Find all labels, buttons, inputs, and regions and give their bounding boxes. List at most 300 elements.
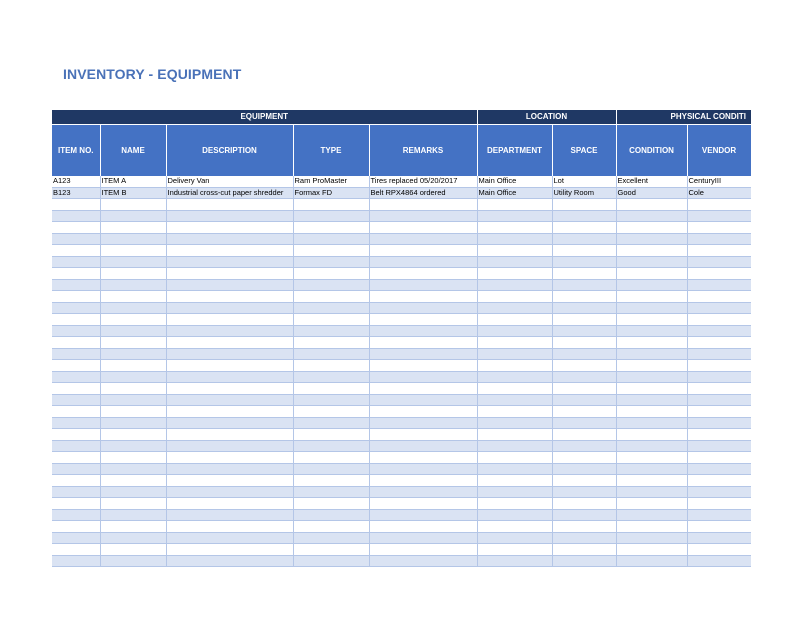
table-cell[interactable]: Cole [687, 187, 751, 199]
empty-row[interactable] [52, 371, 751, 383]
table-cell[interactable] [552, 509, 616, 521]
table-cell[interactable] [616, 406, 687, 418]
table-cell[interactable] [477, 314, 552, 326]
table-cell[interactable] [477, 222, 552, 234]
table-cell[interactable] [100, 532, 166, 544]
table-cell[interactable] [293, 256, 369, 268]
table-cell[interactable] [477, 544, 552, 556]
table-cell[interactable] [369, 233, 477, 245]
table-cell[interactable] [477, 348, 552, 360]
empty-row[interactable] [52, 486, 751, 498]
table-cell[interactable] [369, 383, 477, 395]
table-cell[interactable] [552, 521, 616, 533]
table-cell[interactable] [369, 210, 477, 222]
table-cell[interactable] [293, 245, 369, 257]
table-cell[interactable] [552, 199, 616, 211]
table-cell[interactable] [52, 555, 100, 567]
table-cell[interactable] [100, 348, 166, 360]
table-cell[interactable]: Belt RPX4864 ordered [369, 187, 477, 199]
table-cell[interactable] [100, 199, 166, 211]
table-cell[interactable]: Lot [552, 176, 616, 187]
table-cell[interactable] [552, 337, 616, 349]
table-cell[interactable] [369, 279, 477, 291]
table-cell[interactable] [293, 498, 369, 510]
table-cell[interactable] [687, 268, 751, 280]
column-header-remarks[interactable]: REMARKS [369, 125, 477, 177]
table-cell[interactable] [52, 210, 100, 222]
table-cell[interactable] [100, 325, 166, 337]
table-cell[interactable] [477, 245, 552, 257]
table-cell[interactable]: ITEM B [100, 187, 166, 199]
table-cell[interactable] [293, 268, 369, 280]
table-cell[interactable] [166, 222, 293, 234]
column-header-space[interactable]: SPACE [552, 125, 616, 177]
table-cell[interactable] [166, 314, 293, 326]
table-cell[interactable] [100, 371, 166, 383]
table-cell[interactable] [477, 509, 552, 521]
table-cell[interactable]: Tires replaced 05/20/2017 [369, 176, 477, 187]
table-cell[interactable] [552, 245, 616, 257]
column-header-description[interactable]: DESCRIPTION [166, 125, 293, 177]
table-cell[interactable] [52, 302, 100, 314]
table-cell[interactable] [100, 429, 166, 441]
empty-row[interactable] [52, 222, 751, 234]
table-cell[interactable] [52, 268, 100, 280]
table-cell[interactable] [552, 314, 616, 326]
empty-row[interactable] [52, 210, 751, 222]
empty-row[interactable] [52, 199, 751, 211]
table-cell[interactable] [100, 210, 166, 222]
table-cell[interactable] [166, 486, 293, 498]
table-cell[interactable] [369, 463, 477, 475]
table-cell[interactable] [552, 498, 616, 510]
table-cell[interactable] [100, 337, 166, 349]
table-cell[interactable] [477, 233, 552, 245]
table-cell[interactable] [166, 199, 293, 211]
table-cell[interactable]: Utility Room [552, 187, 616, 199]
table-cell[interactable]: Delivery Van [166, 176, 293, 187]
table-cell[interactable] [100, 475, 166, 487]
table-cell[interactable] [52, 325, 100, 337]
table-cell[interactable] [687, 452, 751, 464]
table-cell[interactable] [552, 291, 616, 303]
table-cell[interactable] [52, 279, 100, 291]
table-cell[interactable] [477, 417, 552, 429]
table-cell[interactable] [477, 498, 552, 510]
table-cell[interactable] [100, 302, 166, 314]
table-cell[interactable] [52, 486, 100, 498]
empty-row[interactable] [52, 463, 751, 475]
table-cell[interactable] [687, 555, 751, 567]
table-cell[interactable] [369, 406, 477, 418]
table-cell[interactable] [293, 486, 369, 498]
table-cell[interactable] [369, 498, 477, 510]
table-cell[interactable] [552, 371, 616, 383]
table-cell[interactable] [52, 348, 100, 360]
table-cell[interactable] [687, 521, 751, 533]
table-cell[interactable] [293, 210, 369, 222]
table-cell[interactable] [552, 256, 616, 268]
table-cell[interactable] [369, 268, 477, 280]
table-cell[interactable] [687, 199, 751, 211]
table-cell[interactable] [552, 486, 616, 498]
table-cell[interactable] [100, 245, 166, 257]
empty-row[interactable] [52, 302, 751, 314]
table-cell[interactable] [52, 222, 100, 234]
table-cell[interactable] [552, 210, 616, 222]
table-cell[interactable] [52, 498, 100, 510]
table-cell[interactable] [52, 440, 100, 452]
table-cell[interactable] [616, 256, 687, 268]
table-cell[interactable] [369, 360, 477, 372]
table-cell[interactable] [369, 245, 477, 257]
table-cell[interactable] [477, 475, 552, 487]
table-cell[interactable] [166, 429, 293, 441]
table-cell[interactable] [616, 199, 687, 211]
empty-row[interactable] [52, 291, 751, 303]
table-cell[interactable] [477, 463, 552, 475]
table-cell[interactable] [166, 360, 293, 372]
table-cell[interactable] [616, 371, 687, 383]
table-cell[interactable] [477, 302, 552, 314]
table-cell[interactable] [52, 245, 100, 257]
table-cell[interactable] [369, 555, 477, 567]
table-cell[interactable] [552, 532, 616, 544]
table-cell[interactable]: B123 [52, 187, 100, 199]
table-cell[interactable] [369, 417, 477, 429]
table-cell[interactable] [166, 256, 293, 268]
table-cell[interactable] [293, 429, 369, 441]
table-cell[interactable] [100, 544, 166, 556]
table-cell[interactable] [552, 325, 616, 337]
table-cell[interactable] [52, 417, 100, 429]
empty-row[interactable] [52, 383, 751, 395]
table-cell[interactable] [100, 279, 166, 291]
empty-row[interactable] [52, 245, 751, 257]
empty-row[interactable] [52, 394, 751, 406]
table-cell[interactable] [52, 452, 100, 464]
table-cell[interactable] [100, 360, 166, 372]
table-cell[interactable] [369, 314, 477, 326]
table-cell[interactable] [369, 521, 477, 533]
table-cell[interactable] [293, 314, 369, 326]
table-cell[interactable] [369, 509, 477, 521]
table-cell[interactable] [552, 394, 616, 406]
table-cell[interactable]: ITEM A [100, 176, 166, 187]
table-cell[interactable] [369, 486, 477, 498]
table-cell[interactable] [616, 429, 687, 441]
table-cell[interactable] [552, 463, 616, 475]
table-cell[interactable] [293, 302, 369, 314]
table-cell[interactable] [166, 498, 293, 510]
table-cell[interactable] [687, 417, 751, 429]
table-cell[interactable] [369, 394, 477, 406]
table-cell[interactable] [166, 325, 293, 337]
table-cell[interactable] [100, 555, 166, 567]
table-cell[interactable] [687, 233, 751, 245]
table-cell[interactable] [293, 279, 369, 291]
table-cell[interactable] [552, 475, 616, 487]
table-cell[interactable] [52, 521, 100, 533]
table-cell[interactable] [616, 314, 687, 326]
table-cell[interactable] [369, 532, 477, 544]
table-cell[interactable] [166, 383, 293, 395]
table-cell[interactable] [616, 325, 687, 337]
empty-row[interactable] [52, 509, 751, 521]
table-cell[interactable] [477, 406, 552, 418]
table-cell[interactable] [166, 509, 293, 521]
empty-row[interactable] [52, 233, 751, 245]
table-cell[interactable]: Ram ProMaster [293, 176, 369, 187]
table-cell[interactable] [100, 394, 166, 406]
table-cell[interactable] [52, 429, 100, 441]
empty-row[interactable] [52, 256, 751, 268]
empty-row[interactable] [52, 544, 751, 556]
table-cell[interactable] [477, 210, 552, 222]
table-cell[interactable] [477, 279, 552, 291]
table-cell[interactable] [687, 337, 751, 349]
table-cell[interactable] [477, 383, 552, 395]
table-cell[interactable] [687, 475, 751, 487]
table-cell[interactable] [293, 544, 369, 556]
column-header-name[interactable]: NAME [100, 125, 166, 177]
table-cell[interactable] [687, 440, 751, 452]
empty-row[interactable] [52, 555, 751, 567]
table-cell[interactable] [166, 291, 293, 303]
table-cell[interactable] [166, 544, 293, 556]
table-cell[interactable] [552, 360, 616, 372]
table-cell[interactable] [293, 371, 369, 383]
table-cell[interactable] [687, 245, 751, 257]
table-cell[interactable]: Main Office [477, 176, 552, 187]
table-cell[interactable] [616, 394, 687, 406]
table-cell[interactable] [293, 440, 369, 452]
table-cell[interactable] [687, 394, 751, 406]
table-cell[interactable] [687, 406, 751, 418]
table-cell[interactable] [293, 394, 369, 406]
table-cell[interactable] [687, 371, 751, 383]
table-cell[interactable] [293, 291, 369, 303]
table-cell[interactable] [166, 521, 293, 533]
table-cell[interactable] [100, 222, 166, 234]
table-cell[interactable] [166, 302, 293, 314]
table-cell[interactable] [616, 509, 687, 521]
table-cell[interactable] [166, 210, 293, 222]
table-cell[interactable] [166, 394, 293, 406]
empty-row[interactable] [52, 521, 751, 533]
table-cell[interactable] [616, 544, 687, 556]
table-cell[interactable] [52, 406, 100, 418]
table-cell[interactable] [52, 256, 100, 268]
table-cell[interactable] [687, 256, 751, 268]
column-header-item-no[interactable]: ITEM NO. [52, 125, 100, 177]
table-cell[interactable] [100, 486, 166, 498]
empty-row[interactable] [52, 348, 751, 360]
table-cell[interactable] [52, 509, 100, 521]
table-cell[interactable] [616, 210, 687, 222]
table-cell[interactable] [293, 406, 369, 418]
table-cell[interactable] [616, 532, 687, 544]
empty-row[interactable] [52, 268, 751, 280]
empty-row[interactable] [52, 532, 751, 544]
empty-row[interactable] [52, 337, 751, 349]
table-cell[interactable] [477, 532, 552, 544]
table-cell[interactable] [369, 371, 477, 383]
table-cell[interactable] [477, 256, 552, 268]
table-cell[interactable] [166, 532, 293, 544]
table-cell[interactable] [293, 348, 369, 360]
table-cell[interactable] [52, 199, 100, 211]
table-cell[interactable] [369, 429, 477, 441]
table-cell[interactable] [100, 314, 166, 326]
table-cell[interactable] [552, 544, 616, 556]
table-cell[interactable] [477, 555, 552, 567]
table-row[interactable] [52, 176, 751, 187]
table-cell[interactable] [687, 360, 751, 372]
table-cell[interactable] [293, 555, 369, 567]
table-cell[interactable] [552, 555, 616, 567]
table-cell[interactable] [687, 486, 751, 498]
table-cell[interactable] [166, 475, 293, 487]
table-cell[interactable] [477, 360, 552, 372]
table-cell[interactable] [100, 452, 166, 464]
table-cell[interactable] [687, 429, 751, 441]
table-cell[interactable] [166, 463, 293, 475]
table-cell[interactable] [616, 279, 687, 291]
table-cell[interactable] [52, 371, 100, 383]
table-cell[interactable] [369, 440, 477, 452]
table-cell[interactable] [100, 291, 166, 303]
table-cell[interactable] [100, 406, 166, 418]
table-cell[interactable] [293, 509, 369, 521]
table-cell[interactable] [477, 291, 552, 303]
table-cell[interactable] [369, 222, 477, 234]
table-cell[interactable] [477, 337, 552, 349]
empty-row[interactable] [52, 452, 751, 464]
table-cell[interactable] [100, 233, 166, 245]
table-cell[interactable] [52, 532, 100, 544]
empty-row[interactable] [52, 314, 751, 326]
table-cell[interactable] [100, 498, 166, 510]
table-cell[interactable] [552, 417, 616, 429]
table-cell[interactable] [100, 521, 166, 533]
table-cell[interactable] [552, 233, 616, 245]
table-cell[interactable] [616, 268, 687, 280]
table-cell[interactable] [52, 291, 100, 303]
table-cell[interactable] [100, 509, 166, 521]
table-cell[interactable] [100, 417, 166, 429]
table-cell[interactable] [369, 199, 477, 211]
table-cell[interactable] [293, 233, 369, 245]
table-cell[interactable] [293, 452, 369, 464]
table-cell[interactable] [369, 291, 477, 303]
table-cell[interactable] [52, 383, 100, 395]
table-cell[interactable] [616, 245, 687, 257]
table-cell[interactable]: Excellent [616, 176, 687, 187]
empty-row[interactable] [52, 498, 751, 510]
table-cell[interactable] [552, 429, 616, 441]
table-cell[interactable] [369, 348, 477, 360]
table-cell[interactable] [293, 199, 369, 211]
column-header-department[interactable]: DEPARTMENT [477, 125, 552, 177]
empty-row[interactable] [52, 406, 751, 418]
table-cell[interactable] [369, 325, 477, 337]
table-cell[interactable] [100, 463, 166, 475]
table-cell[interactable] [616, 440, 687, 452]
table-cell[interactable]: Formax FD [293, 187, 369, 199]
table-cell[interactable] [552, 440, 616, 452]
table-cell[interactable] [616, 302, 687, 314]
table-cell[interactable] [687, 325, 751, 337]
table-cell[interactable] [477, 394, 552, 406]
table-cell[interactable] [477, 371, 552, 383]
table-cell[interactable] [687, 291, 751, 303]
table-cell[interactable] [166, 417, 293, 429]
table-cell[interactable] [52, 394, 100, 406]
table-cell[interactable] [552, 383, 616, 395]
table-cell[interactable] [687, 544, 751, 556]
empty-row[interactable] [52, 475, 751, 487]
table-cell[interactable] [166, 337, 293, 349]
table-cell[interactable] [687, 532, 751, 544]
table-cell[interactable] [52, 314, 100, 326]
table-cell[interactable] [293, 532, 369, 544]
table-cell[interactable] [477, 429, 552, 441]
column-header-type[interactable]: TYPE [293, 125, 369, 177]
table-cell[interactable] [100, 256, 166, 268]
table-cell[interactable] [687, 210, 751, 222]
table-cell[interactable] [616, 222, 687, 234]
table-cell[interactable] [52, 463, 100, 475]
table-cell[interactable] [687, 498, 751, 510]
table-cell[interactable] [477, 268, 552, 280]
table-cell[interactable] [687, 279, 751, 291]
empty-row[interactable] [52, 325, 751, 337]
table-cell[interactable] [293, 325, 369, 337]
table-cell[interactable] [369, 302, 477, 314]
table-cell[interactable] [293, 337, 369, 349]
table-cell[interactable] [616, 486, 687, 498]
table-cell[interactable] [477, 325, 552, 337]
table-cell[interactable] [166, 555, 293, 567]
table-cell[interactable] [52, 475, 100, 487]
table-cell[interactable] [166, 406, 293, 418]
empty-row[interactable] [52, 279, 751, 291]
table-cell[interactable] [616, 498, 687, 510]
table-cell[interactable] [687, 314, 751, 326]
table-cell[interactable] [52, 544, 100, 556]
table-cell[interactable] [687, 463, 751, 475]
table-cell[interactable] [477, 521, 552, 533]
table-cell[interactable] [687, 222, 751, 234]
table-cell[interactable]: A123 [52, 176, 100, 187]
table-cell[interactable] [552, 222, 616, 234]
empty-row[interactable] [52, 440, 751, 452]
table-cell[interactable]: Main Office [477, 187, 552, 199]
table-cell[interactable] [552, 268, 616, 280]
table-cell[interactable] [369, 544, 477, 556]
table-cell[interactable] [52, 233, 100, 245]
table-cell[interactable] [166, 452, 293, 464]
table-cell[interactable]: Good [616, 187, 687, 199]
table-cell[interactable] [166, 440, 293, 452]
column-header-condition[interactable]: CONDITION [616, 125, 687, 177]
table-cell[interactable] [52, 337, 100, 349]
table-cell[interactable] [616, 417, 687, 429]
table-cell[interactable] [687, 302, 751, 314]
table-cell[interactable] [52, 360, 100, 372]
table-cell[interactable] [552, 302, 616, 314]
